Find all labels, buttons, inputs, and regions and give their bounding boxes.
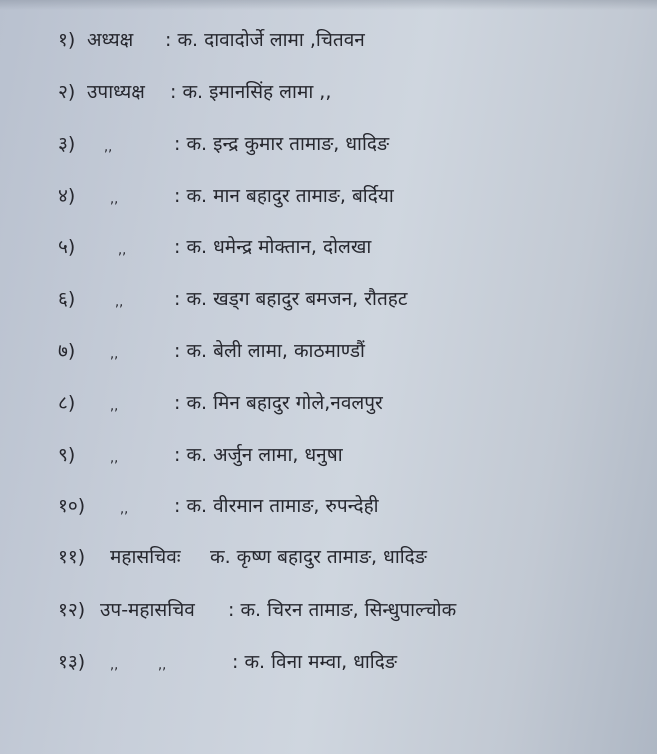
item-number: ४) xyxy=(58,185,76,207)
item-number: ७) xyxy=(58,340,76,362)
ditto-mark: ,, xyxy=(118,243,127,258)
member-name: : क. इमानसिंह लामा ,, xyxy=(170,81,332,103)
ditto-mark: ,, xyxy=(158,658,167,673)
member-name: : क. विना मम्वा, धादिङ xyxy=(232,651,397,673)
member-name: : क. खड्ग बहादुर बमजन, रौतहट xyxy=(174,288,408,310)
ditto-mark: ,, xyxy=(115,295,124,310)
member-name: क. कृष्ण बहादुर तामाङ, धादिङ xyxy=(210,546,427,568)
member-name: : क. दावादोर्जे लामा ,चितवन xyxy=(165,29,365,51)
item-number: ८) xyxy=(58,392,76,414)
ditto-mark: ,, xyxy=(110,192,119,207)
post-title: उपाध्यक्ष xyxy=(87,81,145,103)
item-number: ३) xyxy=(58,133,76,155)
item-number: ९) xyxy=(58,444,76,466)
item-number: ११) xyxy=(58,546,86,568)
item-number: १२) xyxy=(58,599,86,621)
ditto-mark: ,, xyxy=(110,451,119,466)
member-name: : क. बेली लामा, काठमाण्डौं xyxy=(174,340,365,362)
member-name: : क. मान बहादुर तामाङ, बर्दिया xyxy=(174,185,394,207)
member-name: : क. अर्जुन लामा, धनुषा xyxy=(174,444,343,466)
member-name: : क. मिन बहादुर गोले,नवलपुर xyxy=(174,392,383,414)
post-title: महासचिवः xyxy=(110,546,181,568)
ditto-mark: ,, xyxy=(110,658,119,673)
post-title: उप-महासचिव xyxy=(100,599,195,621)
ditto-mark: ,, xyxy=(104,140,113,155)
ditto-mark: ,, xyxy=(120,502,129,517)
ditto-mark: ,, xyxy=(110,347,119,362)
member-name: : क. धमेन्द्र मोक्तान, दोलखा xyxy=(174,236,372,258)
item-number: २) xyxy=(58,81,76,103)
member-name: : क. चिरन तामाङ, सिन्धुपाल्चोक xyxy=(228,599,457,621)
ditto-mark: ,, xyxy=(110,399,119,414)
item-number: १०) xyxy=(58,495,86,517)
item-number: ६) xyxy=(58,288,76,310)
post-title: अध्यक्ष xyxy=(87,29,134,51)
item-number: १) xyxy=(58,29,76,51)
item-number: ५) xyxy=(58,236,76,258)
page-edge-shadow xyxy=(0,0,657,10)
member-name: : क. वीरमान तामाङ, रुपन्देही xyxy=(174,495,379,517)
member-name: : क. इन्द्र कुमार तामाङ, धादिङ xyxy=(174,133,390,155)
item-number: १३) xyxy=(58,651,86,673)
